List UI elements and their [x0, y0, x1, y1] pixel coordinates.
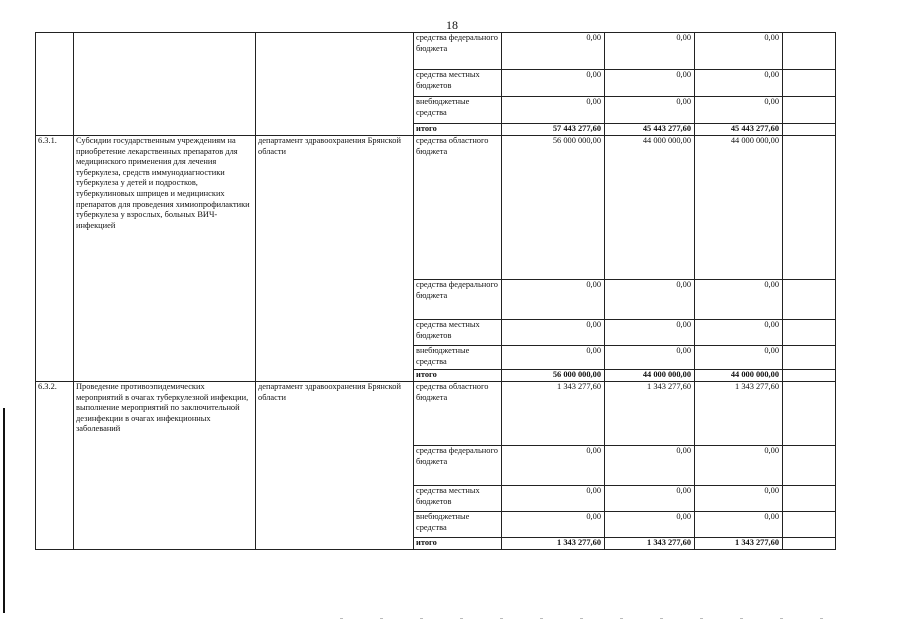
cell-empty: [783, 136, 836, 280]
cell-source: итого: [414, 538, 502, 550]
cell-empty: [783, 97, 836, 124]
cell-value: 0,00: [695, 33, 783, 70]
page-number: 18: [446, 18, 458, 32]
cell-empty: [783, 538, 836, 550]
cell-source: средства местных бюджетов: [414, 320, 502, 346]
cell-value: 0,00: [502, 97, 605, 124]
cell-value: 0,00: [605, 33, 695, 70]
table-row: [36, 382, 836, 446]
cell-source: средства федерального бюджета: [414, 33, 502, 70]
cell-value: 0,00: [695, 446, 783, 486]
cell-value: 0,00: [605, 486, 695, 512]
cell-source: итого: [414, 124, 502, 136]
cell-name: Проведение противоэпидемических мероприятий в очагах туберкулезной инфекции, выполнение мероприятий по заключительной дезинфекции в очагах инфекционных заболеваний: [74, 382, 256, 550]
cell-total: 56 000 000,00: [502, 370, 605, 382]
cell-source: средства местных бюджетов: [414, 486, 502, 512]
cell-empty: [783, 320, 836, 346]
cell-empty: [783, 370, 836, 382]
table-row: [36, 33, 836, 70]
cell-source: средства областного бюджета: [414, 382, 502, 446]
cell-value: 0,00: [695, 512, 783, 538]
cell-empty: [783, 512, 836, 538]
cell-source: средства федерального бюджета: [414, 446, 502, 486]
cell-empty: [783, 33, 836, 70]
cell-value: 0,00: [695, 346, 783, 370]
cell-empty: [783, 382, 836, 446]
cell-source: внебюджетные средства: [414, 97, 502, 124]
cell-empty: [783, 280, 836, 320]
cell-name: [74, 33, 256, 136]
cell-value: 0,00: [605, 346, 695, 370]
cell-source: внебюджетные средства: [414, 512, 502, 538]
cell-number: 6.3.1.: [36, 136, 74, 382]
cell-value: 44 000 000,00: [605, 136, 695, 280]
cell-value: 0,00: [605, 446, 695, 486]
cell-name: Субсидии государственным учреждениям на приобретение лекарственных препаратов для медицинского применения для лечения туберкулеза, средств иммунодиагностики туберкулеза у детей и подростков, туберкулиновых шприцев и медицинских препаратов для проведения химиопрофилактики туберкулеза у взрослых, больных ВИЧ-инфекцией: [74, 136, 256, 382]
cell-value: 0,00: [605, 280, 695, 320]
budget-table: [35, 32, 836, 550]
cell-value: 0,00: [502, 33, 605, 70]
cell-total: 1 343 277,60: [605, 538, 695, 550]
cell-executor: [256, 33, 414, 136]
cell-empty: [783, 70, 836, 97]
cell-value: 0,00: [502, 486, 605, 512]
cell-empty: [783, 446, 836, 486]
cell-source: средства федерального бюджета: [414, 280, 502, 320]
cell-empty: [783, 124, 836, 136]
cell-total: 1 343 277,60: [502, 538, 605, 550]
cell-total: 1 343 277,60: [695, 538, 783, 550]
cell-executor: департамент здравоохранения Брянской области: [256, 136, 414, 382]
cell-total: 44 000 000,00: [695, 370, 783, 382]
cell-value: 0,00: [605, 320, 695, 346]
cell-value: 0,00: [502, 320, 605, 346]
cell-value: 0,00: [695, 70, 783, 97]
cell-value: 44 000 000,00: [695, 136, 783, 280]
cell-value: 0,00: [502, 346, 605, 370]
cell-empty: [783, 346, 836, 370]
cell-executor: департамент здравоохранения Брянской области: [256, 382, 414, 550]
cell-value: 0,00: [502, 446, 605, 486]
cell-value: 0,00: [605, 512, 695, 538]
cell-value: 0,00: [695, 486, 783, 512]
cell-source: внебюджетные средства: [414, 346, 502, 370]
cell-value: 0,00: [502, 70, 605, 97]
cell-total: 57 443 277,60: [502, 124, 605, 136]
cell-source: средства областного бюджета: [414, 136, 502, 280]
cell-value: 0,00: [605, 70, 695, 97]
cell-number: [36, 33, 74, 136]
cell-value: 1 343 277,60: [502, 382, 605, 446]
table-row: [36, 136, 836, 280]
cell-value: 1 343 277,60: [695, 382, 783, 446]
cell-empty: [783, 486, 836, 512]
cell-total: 44 000 000,00: [605, 370, 695, 382]
cell-value: 0,00: [605, 97, 695, 124]
scan-margin-line: [3, 408, 5, 613]
cell-value: 0,00: [695, 320, 783, 346]
cell-value: 56 000 000,00: [502, 136, 605, 280]
cell-source: итого: [414, 370, 502, 382]
cell-value: 0,00: [695, 97, 783, 124]
cell-value: 0,00: [695, 280, 783, 320]
cell-value: 1 343 277,60: [605, 382, 695, 446]
cell-number: 6.3.2.: [36, 382, 74, 550]
scan-noise: [340, 618, 860, 619]
cell-total: 45 443 277,60: [695, 124, 783, 136]
cell-value: 0,00: [502, 280, 605, 320]
cell-total: 45 443 277,60: [605, 124, 695, 136]
cell-value: 0,00: [502, 512, 605, 538]
cell-source: средства местных бюджетов: [414, 70, 502, 97]
